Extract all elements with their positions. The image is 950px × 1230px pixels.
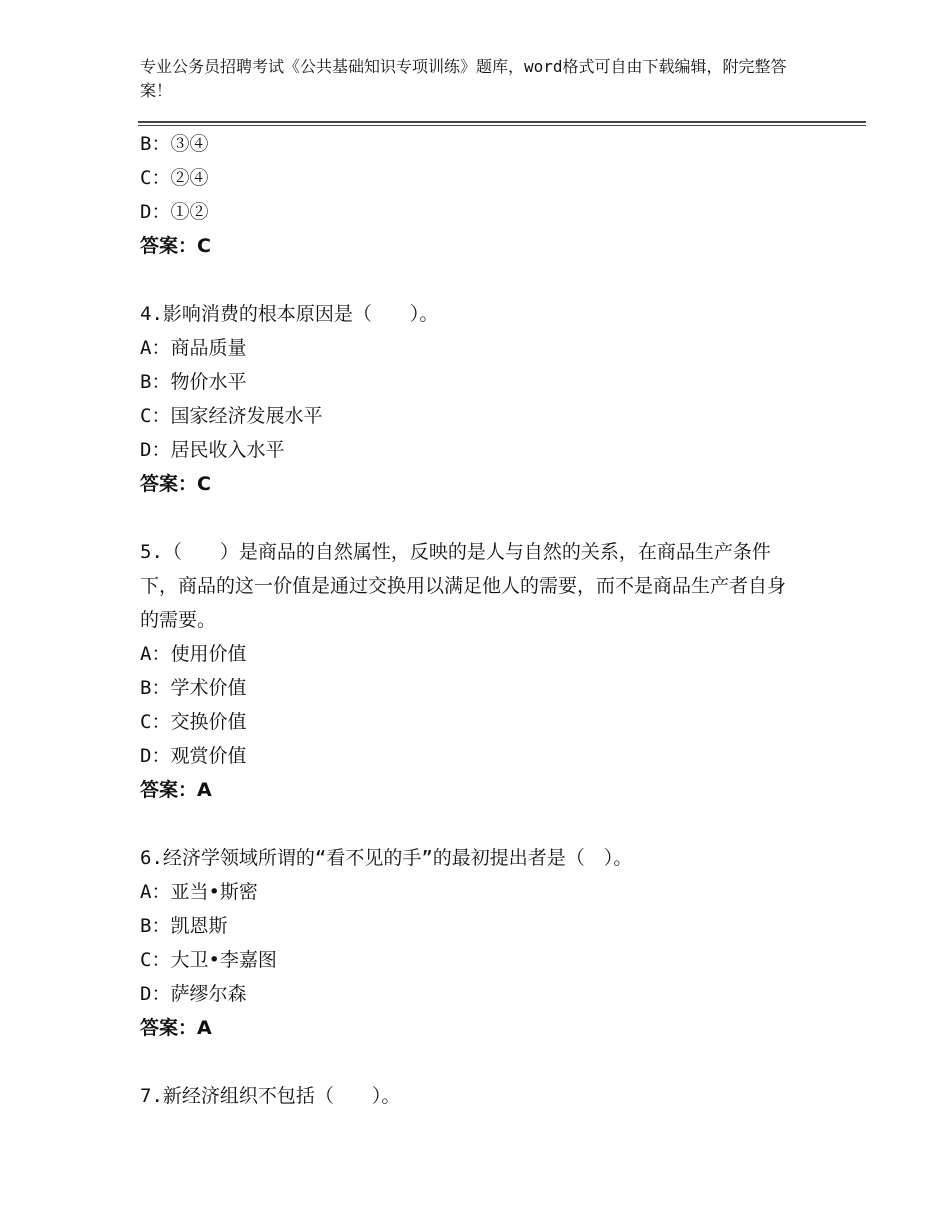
option-a: A：商品质量 — [140, 337, 247, 359]
answer: 答案：A — [140, 779, 212, 801]
option-d: D：萨缪尔森 — [140, 983, 247, 1005]
page-header: 专业公务员招聘考试《公共基础知识专项训练》题库，word格式可自由下载编辑，附完整答案！ — [140, 57, 787, 100]
question-list — [140, 127, 820, 1113]
option-b: B：学术价值 — [140, 677, 247, 699]
option-b: B：③④ — [140, 133, 209, 155]
option-d: D：观赏价值 — [140, 745, 247, 767]
option-d: D：居民收入水平 — [140, 439, 285, 461]
option-a: A：亚当•斯密 — [140, 881, 258, 903]
option-c: C：大卫•李嘉图 — [140, 949, 277, 971]
option-c: C：②④ — [140, 167, 209, 189]
option-b: B：凯恩斯 — [140, 915, 228, 937]
answer: 答案：A — [140, 1017, 212, 1039]
question-6: 6.经济学领域所谓的“看不见的手”的最初提出者是（ ）。 — [140, 847, 633, 869]
answer: 答案：C — [140, 473, 211, 495]
header-divider — [138, 121, 866, 123]
option-b: B：物价水平 — [140, 371, 247, 393]
answer: 答案：C — [140, 235, 211, 257]
question-4: 4.影响消费的根本原因是（ ）。 — [140, 303, 439, 325]
option-d: D：①② — [140, 201, 209, 223]
option-c: C：国家经济发展水平 — [140, 405, 323, 427]
question-7: 7.新经济组织不包括（ ）。 — [140, 1085, 401, 1107]
question-5: 5.（ ）是商品的自然属性，反映的是人与自然的关系，在商品生产条件下，商品的这一价值是通过交换用以满足他人的需要，而不是商品生产者自身的需要。 — [140, 541, 787, 631]
option-a: A：使用价值 — [140, 643, 247, 665]
header-divider-thin — [138, 125, 866, 126]
option-c: C：交换价值 — [140, 711, 247, 733]
